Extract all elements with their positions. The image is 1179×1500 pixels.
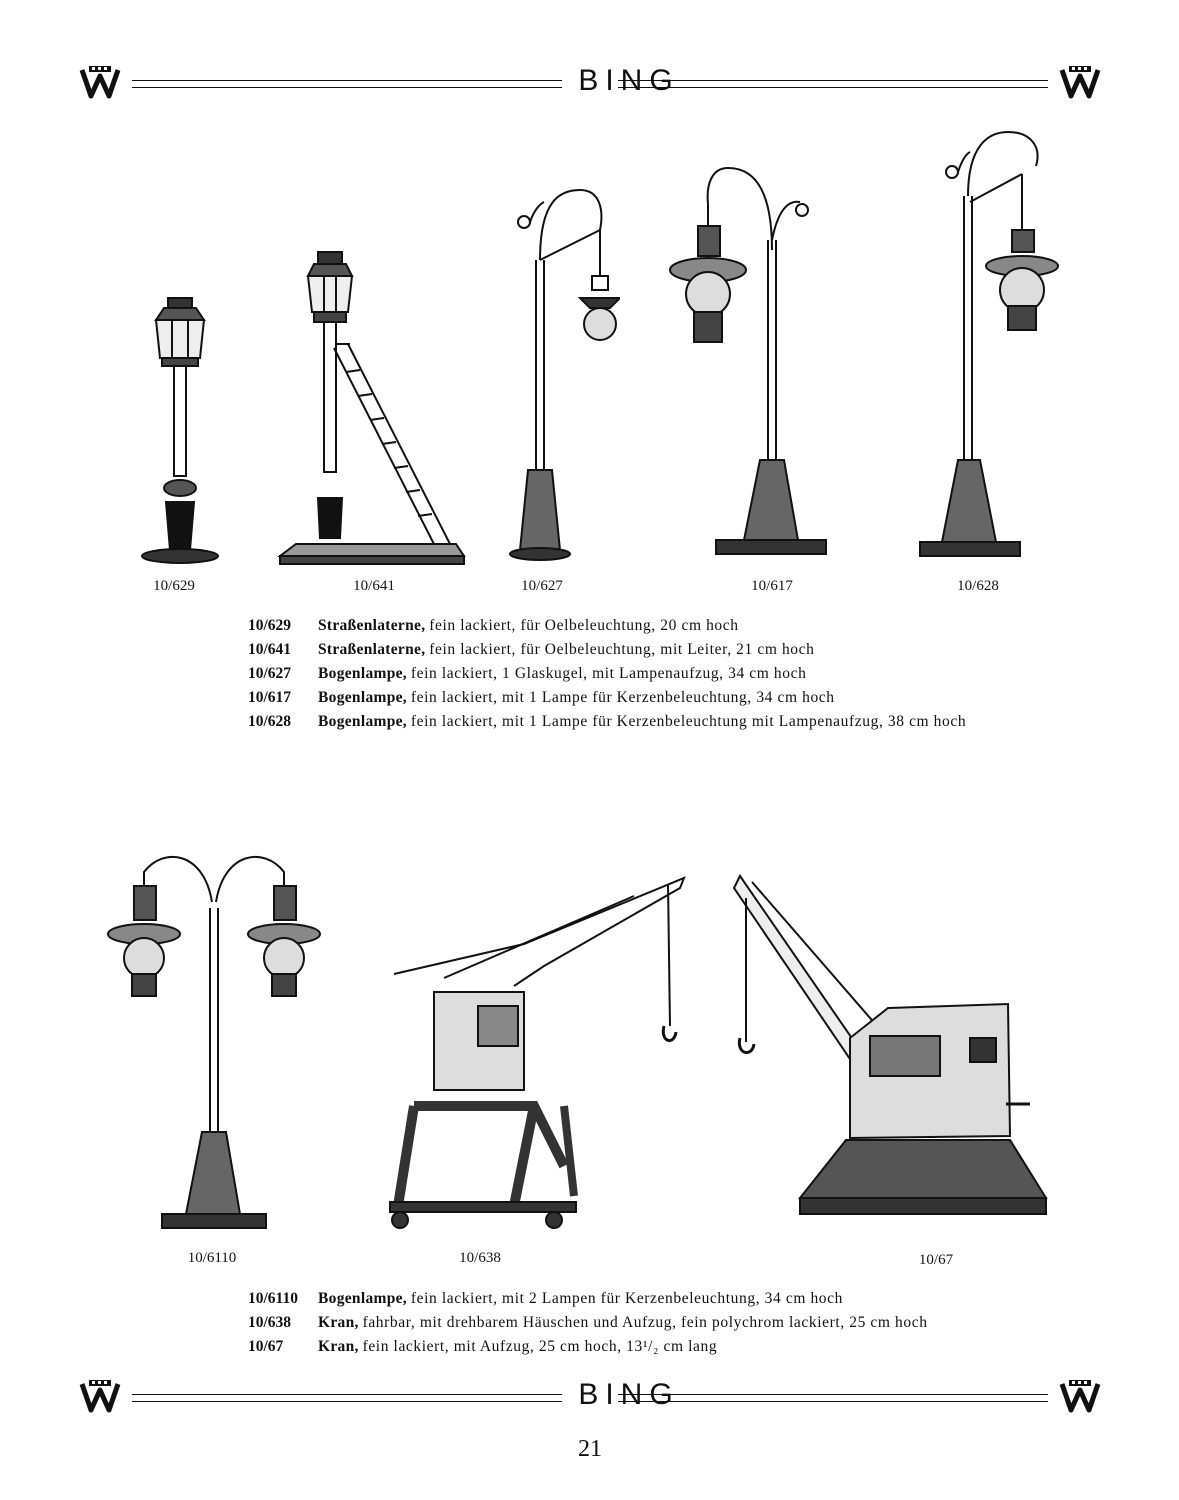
- item-name: Straßenlaterne,: [318, 641, 426, 658]
- bing-ww-logo-icon: [1058, 1376, 1102, 1420]
- bing-ww-logo-icon: [78, 1376, 122, 1420]
- item-text: fein lackiert, mit 1 Lampe für Kerzenbeleuchtung mit Lampenaufzug, 38 cm hoch: [410, 713, 967, 730]
- item-code: 10/617: [248, 689, 292, 706]
- table-row: [248, 713, 966, 737]
- item-name: Kran,: [318, 1314, 359, 1331]
- caption-10-6110: 10/6110: [187, 1250, 237, 1266]
- footer-brand: BING: [578, 1378, 680, 1411]
- item-description: [318, 689, 966, 713]
- arc-lamp-globe-illustration: [500, 180, 620, 570]
- caption-10-629: 10/629: [153, 578, 195, 594]
- table-row: [248, 1290, 928, 1314]
- footer-rule-right: [618, 1394, 1048, 1402]
- item-text: fein lackiert, mit 2 Lampen für Kerzenbeleuchtung, 34 cm hoch: [410, 1290, 843, 1307]
- item-description: [318, 641, 966, 665]
- header-rule-left: [132, 80, 562, 88]
- item-name: Bogenlampe,: [318, 665, 407, 682]
- item-description: [318, 1314, 928, 1338]
- item-code: 10/638: [248, 1314, 292, 1331]
- street-lantern-illustration: [130, 290, 230, 570]
- table-row: [248, 689, 966, 713]
- page-number: 21: [578, 1436, 602, 1462]
- table-row: [248, 1338, 928, 1362]
- item-code: 10/627: [248, 665, 292, 682]
- item-name: Bogenlampe,: [318, 713, 407, 730]
- table-row: [248, 665, 966, 689]
- table-row: [248, 617, 966, 641]
- item-code: 10/641: [248, 641, 292, 658]
- item-code: 10/67: [248, 1338, 284, 1355]
- item-description: [318, 665, 966, 689]
- item-code: 10/628: [248, 713, 292, 730]
- arc-lamp-candle-illustration: [668, 160, 838, 570]
- caption-10-67: 10/67: [918, 1252, 954, 1268]
- caption-10-638: 10/638: [459, 1250, 501, 1266]
- item-name: Bogenlampe,: [318, 1290, 407, 1307]
- item-description: [318, 713, 966, 737]
- table-row: [248, 1314, 928, 1338]
- bing-ww-logo-icon: [1058, 62, 1102, 106]
- item-name: Bogenlampe,: [318, 689, 407, 706]
- item-text: fein lackiert, für Oelbeleuchtung, 20 cm hoch: [429, 617, 739, 634]
- item-text: fein lackiert, für Oelbeleuchtung, mit Leiter, 21 cm hoch: [429, 641, 815, 658]
- caption-10-628: 10/628: [957, 578, 999, 594]
- table-row: [248, 641, 966, 665]
- footer-rule-left: [132, 1394, 562, 1402]
- item-name: Straßenlaterne,: [318, 617, 426, 634]
- header-rule-right: [618, 80, 1048, 88]
- item-text: fahrbar, mit drehbarem Häuschen und Aufzug, fein polychrom lackiert, 25 cm hoch: [362, 1314, 928, 1331]
- header-banner: [78, 62, 1102, 106]
- caption-10-617: 10/617: [751, 578, 793, 594]
- header-brand: BING: [578, 64, 680, 97]
- item-description: [318, 617, 966, 641]
- item-text: fein lackiert, mit 1 Lampe für Kerzenbeleuchtung, 34 cm hoch: [410, 689, 835, 706]
- arc-lamp-hoist-illustration: [918, 126, 1088, 570]
- footer-banner: [78, 1376, 1102, 1420]
- street-lantern-ladder-illustration: [276, 248, 466, 570]
- item-description: [318, 1290, 928, 1314]
- item-description: [318, 1338, 928, 1362]
- bottom-description-table: [248, 1290, 928, 1362]
- bing-ww-logo-icon: [78, 62, 122, 106]
- caption-10-627: 10/627: [521, 578, 563, 594]
- mobile-crane-illustration: [384, 866, 694, 1244]
- item-text: fein lackiert, mit Aufzug, 25 cm hoch, 13¹/₂ cm lang: [362, 1338, 718, 1355]
- item-text: fein lackiert, 1 Glaskugel, mit Lampenaufzug, 34 cm hoch: [410, 665, 807, 682]
- top-description-table: [248, 617, 966, 737]
- item-code: 10/6110: [248, 1290, 298, 1307]
- caption-10-641: 10/641: [353, 578, 395, 594]
- double-arc-lamp-illustration: [104, 842, 326, 1240]
- item-name: Kran,: [318, 1338, 359, 1355]
- crane-illustration: [730, 868, 1050, 1238]
- item-code: 10/629: [248, 617, 292, 634]
